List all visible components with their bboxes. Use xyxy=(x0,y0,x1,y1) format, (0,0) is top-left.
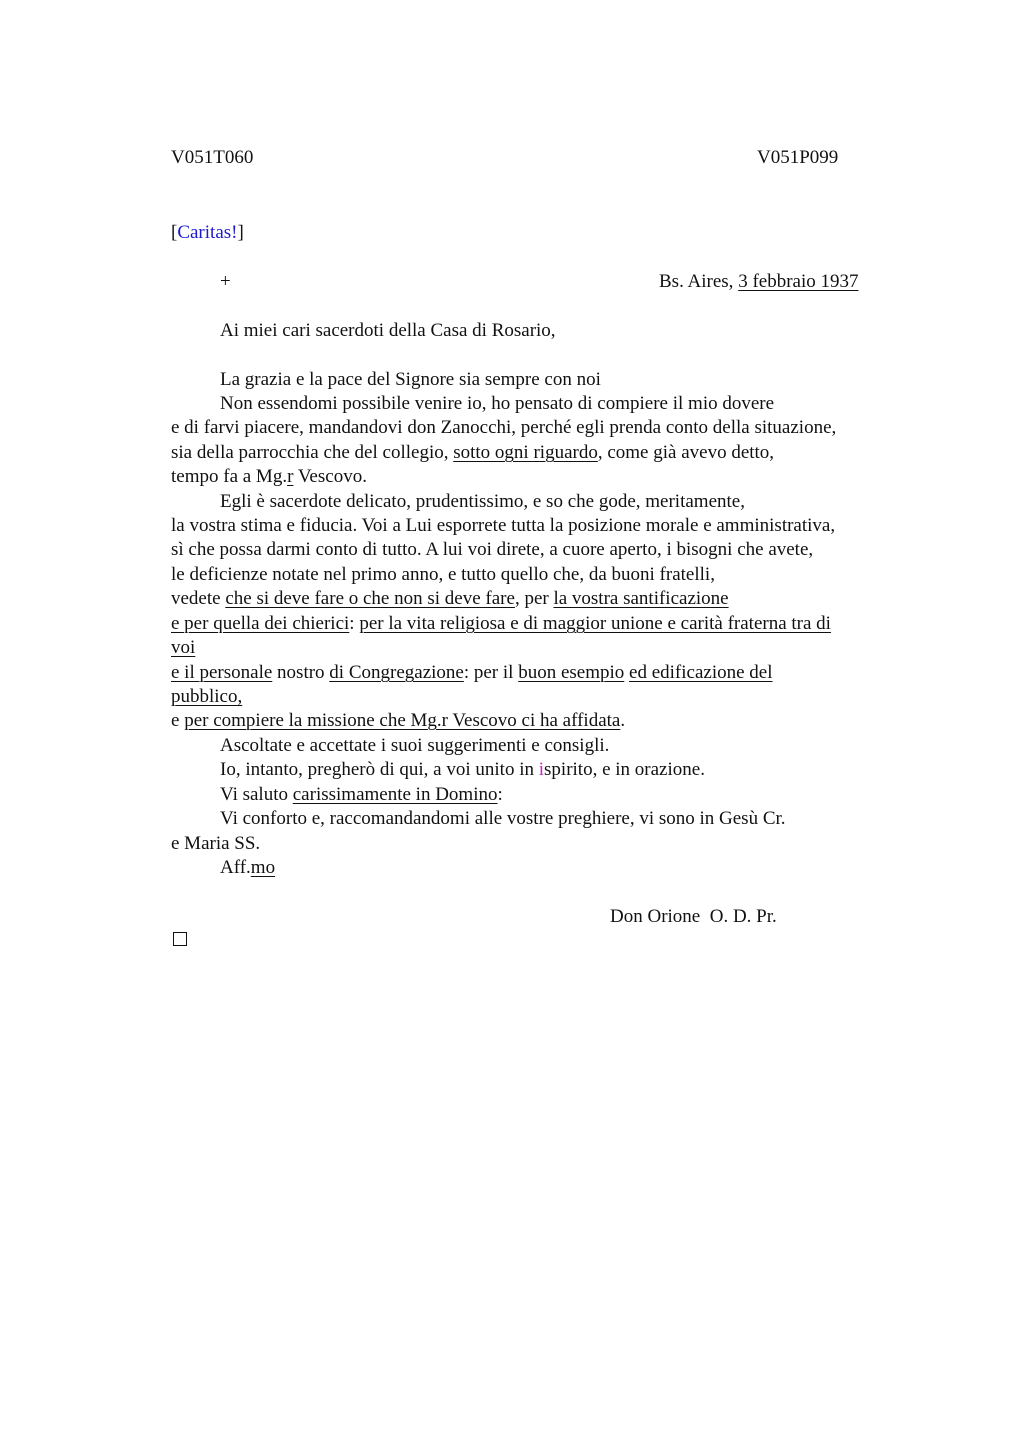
text-line: le deficienze notate nel primo anno, e tutto quello che, da buoni fratelli, xyxy=(171,564,715,585)
text-span: Io, intanto, pregherò di qui, a voi unito in xyxy=(220,759,539,780)
place: Bs. Aires, xyxy=(659,271,739,292)
text-span: . xyxy=(620,710,626,731)
text-span: : xyxy=(497,784,503,805)
text-line: La grazia e la pace del Signore sia sempre con noi xyxy=(220,369,601,390)
text-line xyxy=(171,685,242,710)
bracket-open: [ xyxy=(171,222,178,243)
underlined-span: e per quella dei chierici xyxy=(171,613,350,634)
text-line: Egli è sacerdote delicato, prudentissimo, e so che gode, meritamente, xyxy=(220,491,745,512)
inserted-letter: i xyxy=(538,759,545,780)
caritas-heading xyxy=(171,221,244,246)
text-line: sì che possa darmi conto di tutto. A lui voi direte, a cuore aperto, i bisogni che avete, xyxy=(171,539,814,560)
bracket-close: ] xyxy=(237,222,244,243)
text-line xyxy=(171,709,625,734)
text-line: Ascoltate e accettate i suoi suggerimenti e consigli. xyxy=(220,735,610,756)
text-span: Vi saluto xyxy=(220,784,293,805)
text-span: Aff. xyxy=(220,857,251,878)
text-span: sia della parrocchia che del collegio, xyxy=(171,442,454,463)
underlined-span: ed edificazione del xyxy=(629,662,773,683)
underlined-span: e il personale xyxy=(171,662,273,683)
text-span: nostro xyxy=(272,662,330,683)
text-line xyxy=(171,612,831,637)
salutation: Ai miei cari sacerdoti della Casa di Rosario, xyxy=(220,320,556,341)
cross-mark: + xyxy=(220,271,231,292)
text-span: spirito, e in orazione. xyxy=(544,759,705,780)
archive-code-right: V051P099 xyxy=(757,147,839,168)
caritas-word: Caritas! xyxy=(177,222,238,243)
underlined-span: carissimamente in Domino xyxy=(292,784,498,805)
date: 3 febbraio 1937 xyxy=(738,271,859,292)
text-line xyxy=(220,758,705,783)
text-line: Non essendomi possibile venire io, ho pensato di compiere il mio dovere xyxy=(220,393,775,414)
underlined-span: sotto ogni riguardo xyxy=(453,442,598,463)
underlined-span: la vostra santificazione xyxy=(553,588,729,609)
text-span: , per xyxy=(514,588,554,609)
underlined-span: mo xyxy=(250,857,276,878)
underlined-span: per la vita religiosa e di maggior unione e carità fraterna tra di xyxy=(359,613,831,634)
text-line xyxy=(171,636,195,661)
underlined-span: r xyxy=(287,466,294,487)
text-line: e Maria SS. xyxy=(171,833,261,854)
underlined-span: per compiere la missione che Mg.r Vescovo ci ha affidata xyxy=(184,710,621,731)
text-span: tempo fa a Mg. xyxy=(171,466,288,487)
underlined-span: buon esempio xyxy=(518,662,625,683)
text-span: : xyxy=(349,613,360,634)
checkbox-icon xyxy=(173,932,187,946)
text-line xyxy=(171,441,774,466)
underlined-span: di Congregazione xyxy=(329,662,464,683)
text-line xyxy=(171,587,729,612)
text-line: e di farvi piacere, mandandovi don Zanocchi, perché egli prenda conto della situazione, xyxy=(171,417,837,438)
text-line xyxy=(171,661,773,686)
text-span: vedete xyxy=(171,588,226,609)
text-span: e xyxy=(171,710,185,731)
underlined-span: pubblico, xyxy=(171,686,243,707)
text-span: : per il xyxy=(463,662,519,683)
text-line: Vi conforto e, raccomandandomi alle vostre preghiere, vi sono in Gesù Cr. xyxy=(220,808,786,829)
text-span: Vescovo. xyxy=(293,466,367,487)
archive-code-left: V051T060 xyxy=(171,147,254,168)
signature: Don Orione O. D. Pr. xyxy=(610,906,777,927)
text-line xyxy=(171,465,367,490)
underlined-span: che si deve fare o che non si deve fare xyxy=(225,588,515,609)
text-line xyxy=(220,783,503,808)
text-span: , come già avevo detto, xyxy=(597,442,775,463)
text-line: la vostra stima e fiducia. Voi a Lui esporrete tutta la posizione morale e amministrativa, xyxy=(171,515,836,536)
text-line xyxy=(220,856,275,881)
underlined-span: voi xyxy=(171,637,196,658)
place-date xyxy=(659,270,859,295)
